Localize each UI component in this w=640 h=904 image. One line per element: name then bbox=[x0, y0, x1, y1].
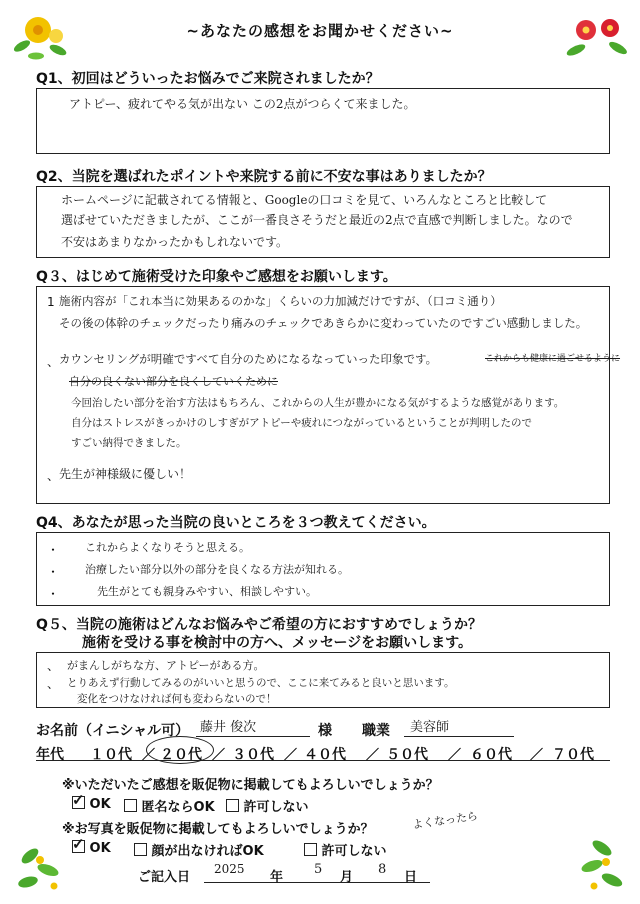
date-underline bbox=[204, 882, 430, 883]
consent2-option-no-face[interactable]: 顔が出なければOK bbox=[134, 840, 264, 859]
consent2-option-deny[interactable]: 許可しない bbox=[304, 840, 387, 859]
consent1-question: ※いただいたご感想を販促物に掲載してもよろしいでしょうか？ bbox=[62, 778, 439, 793]
checkbox[interactable] bbox=[226, 799, 239, 812]
q5-answer-line: 変化をつけなければ何も変わらないので！ bbox=[77, 693, 277, 705]
age-option-30s: ３０代 bbox=[232, 747, 274, 763]
q4-answer-line: 先生がとても親身みやすい、相談しやすい。 bbox=[97, 585, 317, 598]
sama-label: 様 bbox=[318, 723, 332, 739]
date-day: 8 bbox=[378, 862, 387, 877]
age-slash: ／ bbox=[366, 748, 380, 763]
q3-answer-line: その後の体幹のチェックだったり痛みのチェックであきらかに変わっていたのですごい感動しました。 bbox=[59, 316, 588, 330]
bullet: 、 bbox=[47, 355, 60, 369]
q3-answer-line: 施術内容が「これ本当に効果あるのかな」くらいの力加減だけですが、（口コミ通り） bbox=[59, 294, 502, 308]
name-underline bbox=[196, 736, 310, 737]
name-label: お名前（イニシャル可） bbox=[36, 723, 190, 739]
q3-struck-note: これからも健康に過ごせるように bbox=[485, 354, 621, 364]
checkbox[interactable] bbox=[72, 791, 85, 809]
bullet: ・ bbox=[47, 543, 60, 557]
date-year-unit: 年 bbox=[270, 870, 284, 885]
job-underline bbox=[404, 736, 514, 737]
q4-answer-box bbox=[36, 532, 610, 606]
age-slash: ／ bbox=[284, 748, 298, 763]
bullet: 、 bbox=[47, 659, 60, 673]
age-option-50s: ５０代 bbox=[386, 747, 428, 763]
q3-answer-line: すごい納得できました。 bbox=[71, 437, 187, 449]
consent1-option-ok[interactable]: ✓ OK bbox=[72, 791, 111, 812]
age-label: 年代 bbox=[36, 747, 64, 763]
q5-question-sub: 施術を受ける事を検討中の方へ、メッセージをお願いします。 bbox=[82, 635, 473, 651]
bullet: ・ bbox=[47, 565, 60, 579]
age-option-10s: １０代 bbox=[90, 747, 132, 763]
checkbox[interactable] bbox=[72, 835, 85, 853]
date-day-unit: 日 bbox=[404, 870, 418, 885]
q1-answer-box bbox=[36, 88, 610, 154]
q5-answer-box bbox=[36, 652, 610, 708]
date-month-unit: 月 bbox=[340, 870, 354, 885]
q4-answer-line: これからよくなりそうと思える。 bbox=[85, 541, 250, 554]
q2-answer-line: 選ばせていただきましたが、ここが一番良さそうだと最近の2点で直感で判断しました。なので bbox=[61, 213, 573, 227]
q3-answer-line: 自分はストレスがきっかけのしすぎがアトピーや疲れにつながっているということが判明したので bbox=[71, 417, 533, 429]
job-value: 美容師 bbox=[410, 720, 450, 735]
bullet: 1 bbox=[47, 295, 55, 309]
q1-answer: アトピー、疲れてやる気が出ない この2点がつらくて来ました。 bbox=[69, 97, 416, 111]
age-selected-circle bbox=[146, 736, 214, 764]
checkbox[interactable] bbox=[124, 799, 137, 812]
q3-answer-line: 今回治したい部分を治す方法はもちろん、これからの人生が豊かになる気がするような感覚があります。 bbox=[71, 397, 565, 409]
consent2-handwritten-note: よくなったら bbox=[411, 809, 479, 832]
leaf-sprig-right-icon bbox=[572, 830, 636, 900]
age-option-70s: ７０代 bbox=[552, 747, 594, 763]
check-mark: ✓ bbox=[72, 835, 85, 853]
checkbox[interactable] bbox=[304, 843, 317, 856]
bullet: 、 bbox=[47, 677, 60, 691]
leaf-sprig-left-icon bbox=[10, 836, 80, 902]
consent2-question: ※お写真を販促物に掲載してもよろしいでしょうか？ bbox=[62, 822, 374, 837]
date-year: 2025 bbox=[214, 862, 245, 876]
q3-struck-line: 自分の良くない部分を良くしていくために bbox=[69, 375, 278, 388]
q4-answer-line: 治療したい部分以外の部分を良くなる方法が知れる。 bbox=[85, 563, 349, 576]
q3-question: Q３、はじめて施術受けた印象やご感想をお願いします。 bbox=[36, 269, 397, 285]
age-option-60s: ６０代 bbox=[470, 747, 512, 763]
page-title: ~あなたの感想をお聞かせください~ bbox=[186, 22, 454, 40]
q5-answer-line: とりあえず行動してみるのがいいと思うので、ここに来てみると良いと思います。 bbox=[67, 677, 455, 689]
q2-answer-line: ホームページに記載されてる情報と、Googleの口コミを見て、いろんなところと比較して bbox=[61, 193, 548, 207]
q3-answer-line: 先生が神様級に優しい！ bbox=[59, 467, 192, 481]
checkbox[interactable] bbox=[134, 843, 147, 856]
q4-question: Q4、あなたが思った当院の良いところを３つ教えてください。 bbox=[36, 515, 436, 531]
age-option-20s: ２０代 bbox=[160, 747, 202, 763]
q3-answer-box bbox=[36, 286, 621, 504]
q5-answer-line: がまんしがちな方、アトピーがある方。 bbox=[67, 659, 265, 672]
age-option-40s: ４０代 bbox=[304, 747, 346, 763]
bullet: ・ bbox=[47, 587, 60, 601]
name-value: 藤井 俊次 bbox=[200, 720, 257, 735]
consent2-option-ok[interactable]: ✓ OK bbox=[72, 835, 111, 856]
q2-question: Q2、当院を選ばれたポイントや来院する前に不安な事はありましたか？ bbox=[36, 169, 492, 185]
q2-answer-line: 不安はあまりなかったかもしれないです。 bbox=[61, 235, 289, 249]
job-label: 職業 bbox=[362, 723, 390, 739]
q3-answer-line: カウンセリングが明確ですべて自分のためになるなっていった印象です。 bbox=[59, 352, 438, 366]
q2-answer-box bbox=[36, 186, 610, 258]
bullet: 、 bbox=[47, 469, 60, 483]
age-slash: ／ bbox=[212, 748, 226, 763]
age-slash: ／ bbox=[448, 748, 462, 763]
check-mark: ✓ bbox=[72, 791, 85, 809]
date-month: 5 bbox=[314, 862, 323, 877]
q1-question: Q1、初回はどういったお悩みでご来院されましたか？ bbox=[36, 71, 380, 87]
q5-question: Q５、当院の施術はどんなお悩みやご希望の方におすすめでしょうか？ bbox=[36, 617, 483, 633]
date-label: ご記入日 bbox=[138, 870, 191, 885]
age-slash: ／ bbox=[142, 748, 156, 763]
age-slash: ／ bbox=[530, 748, 544, 763]
consent1-option-anonymous[interactable]: 匿名ならOK bbox=[124, 796, 215, 815]
consent1-option-deny[interactable]: 許可しない bbox=[226, 796, 309, 815]
